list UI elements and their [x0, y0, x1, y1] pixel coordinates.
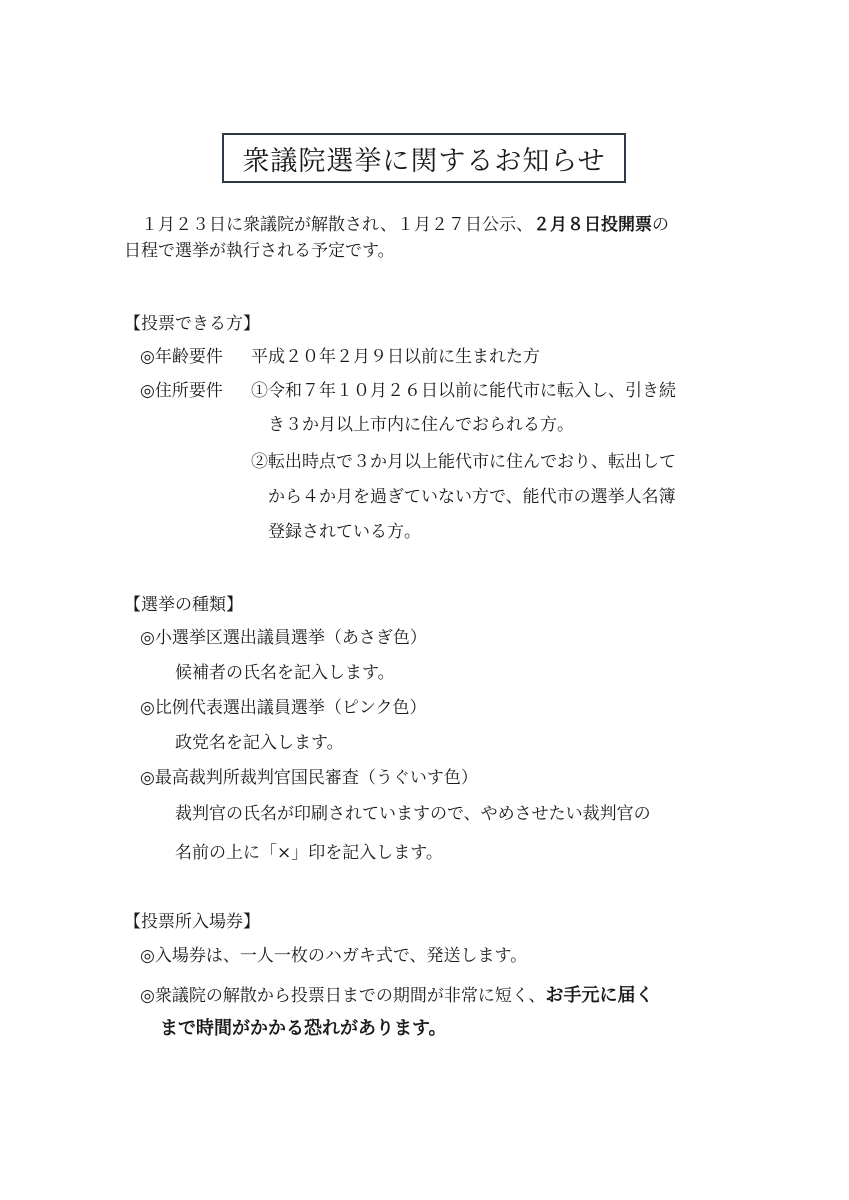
ticket-item-1: ◎入場券は、一人一枚のハガキ式で、発送します。: [140, 946, 528, 966]
intro-line-1: [124, 214, 669, 236]
title-box: [222, 133, 626, 183]
election-type-title: ◎小選挙区選出議員選挙（あさぎ色）: [140, 628, 427, 648]
residence-requirement-label: ◎住所要件: [140, 381, 223, 401]
ticket-item-2-bold: お手元に届く: [545, 985, 654, 1006]
intro-tail: の: [652, 215, 670, 235]
election-type-desc: 政党名を記入します。: [175, 733, 344, 753]
election-types-heading: 【選挙の種類】: [124, 595, 243, 615]
election-type-desc: 名前の上に「×」印を記入します。: [175, 843, 443, 863]
ticket-item-2-line-2: まで時間がかかる恐れがあります。: [160, 1018, 447, 1039]
election-type-desc: 候補者の氏名を記入します。: [175, 663, 395, 683]
residence-1-line-2: き３か月以上市内に住んでおられる方。: [268, 415, 574, 435]
residence-1-line-1: ①令和７年１０月２６日以前に能代市に転入し、引き続: [251, 381, 676, 401]
page-title: 衆議院選挙に関するお知らせ: [242, 145, 606, 177]
election-type-title: ◎最高裁判所裁判官国民審査（うぐいす色）: [140, 768, 478, 788]
ticket-item-2-line-1: [140, 985, 654, 1007]
voters-heading: 【投票できる方】: [124, 314, 260, 334]
intro-voting-date: ２月８日投開票: [533, 215, 653, 235]
age-requirement-text: 平成２０年２月９日以前に生まれた方: [251, 347, 540, 367]
ticket-heading: 【投票所入場券】: [124, 912, 260, 932]
residence-2-line-3: 登録されている方。: [268, 522, 421, 542]
intro-line-2: 日程で選挙が執行される予定です。: [124, 241, 395, 261]
election-type-desc: 裁判官の氏名が印刷されていますので、やめさせたい裁判官の: [175, 804, 651, 824]
residence-2-line-2: から４か月を過ぎていない方で、能代市の選挙人名簿: [268, 487, 676, 507]
ticket-item-2-text: ◎衆議院の解散から投票日までの期間が非常に短く、: [140, 986, 546, 1006]
residence-2-line-1: ②転出時点で３か月以上能代市に住んでおり、転出して: [251, 452, 676, 472]
election-type-title: ◎比例代表選出議員選挙（ピンク色）: [140, 698, 427, 718]
intro-text: １月２３日に衆議院が解散され、１月２７日公示、: [124, 215, 534, 235]
age-requirement-label: ◎年齢要件: [140, 347, 223, 367]
